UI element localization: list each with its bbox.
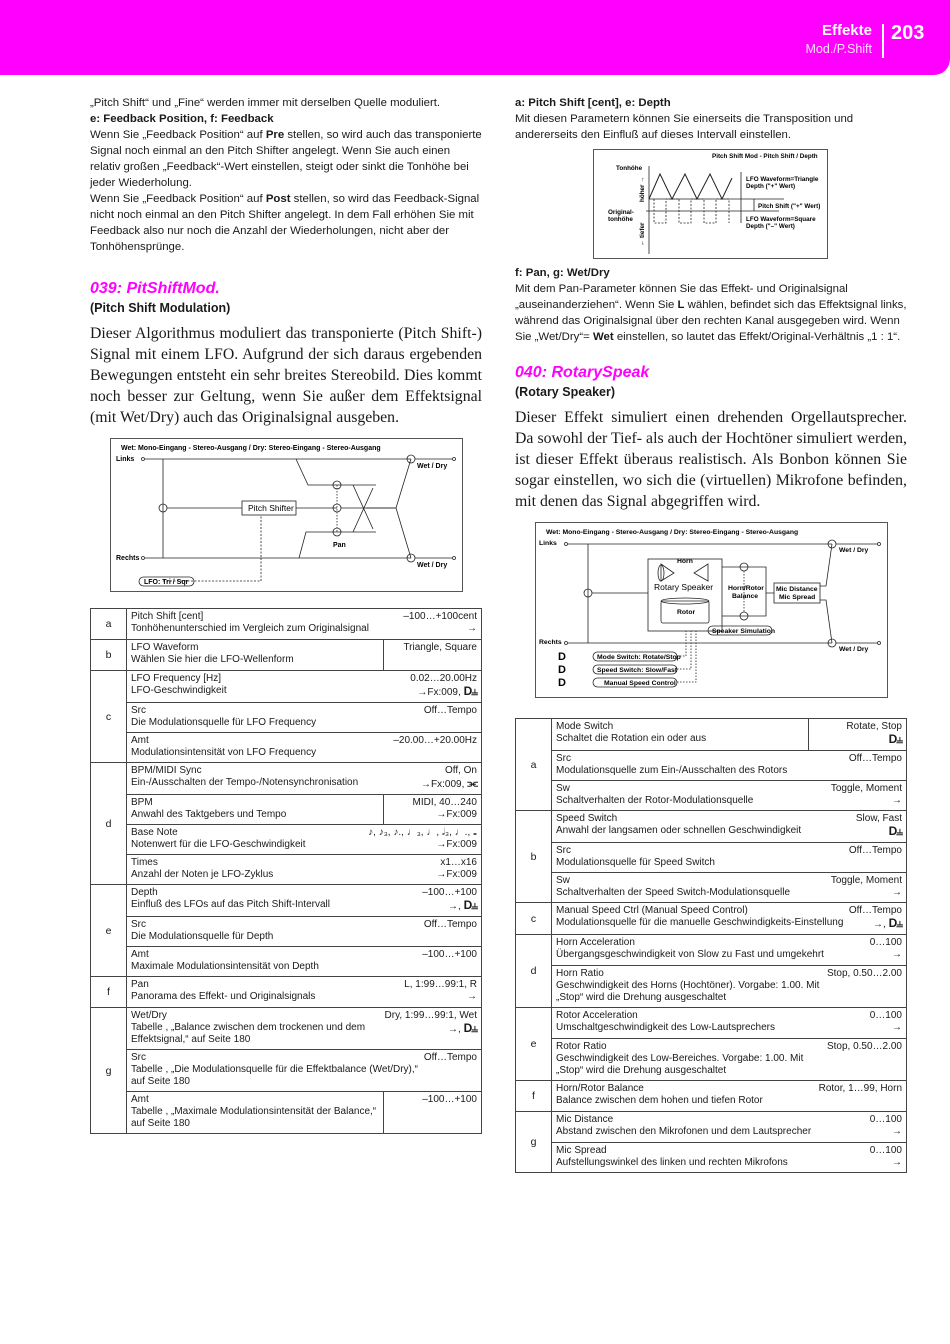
dmod-icon: D⫨ xyxy=(888,732,902,746)
table-row xyxy=(127,794,481,824)
graph-title: Pitch Shift Mod - Pitch Shift / Depth xyxy=(712,153,818,160)
value-extra: → xyxy=(892,887,902,898)
param-desc: Modulationsquelle für die manuelle Geschwindigkeits-Einstellung xyxy=(556,917,844,928)
input-left-label: Links xyxy=(116,456,135,463)
param-value: Triangle, Square xyxy=(403,642,477,653)
parameter-table-039 xyxy=(90,608,482,1134)
param-value: –100…+100 xyxy=(422,887,477,898)
table-row xyxy=(127,1008,481,1049)
group-letter: d xyxy=(91,763,127,885)
param-desc: Übergangsgeschwindigkeit von Slow zu Fast und umgekehrt xyxy=(556,949,824,960)
param-group xyxy=(516,903,907,935)
group-letter: a xyxy=(91,609,127,640)
param-value: 0…100 xyxy=(869,1010,902,1021)
param-value: Toggle, Moment xyxy=(830,783,902,794)
group-letter: f xyxy=(91,977,127,1008)
group-letter: e xyxy=(516,1008,552,1081)
param-value: Off…Tempo xyxy=(848,753,902,764)
param-name: Sw xyxy=(556,875,570,886)
param-value: Slow, Fast xyxy=(855,813,902,824)
lfo-label: LFO: Tri / Sqr xyxy=(144,579,189,586)
param-name: Src xyxy=(131,1052,146,1063)
param-name: Pan xyxy=(131,979,149,990)
triangle-label-1: LFO Waveform=Triangle xyxy=(746,176,819,183)
param-group xyxy=(516,1081,907,1112)
wet-dry-bottom-label: Wet / Dry xyxy=(417,562,448,569)
table-row xyxy=(552,842,906,872)
table-row xyxy=(127,702,481,732)
param-desc: Modulationsintensität von LFO Frequency xyxy=(131,747,317,758)
feedback-heading: e: Feedback Position, f: Feedback xyxy=(90,113,274,125)
param-name: Amt xyxy=(131,1094,149,1105)
group-letter: c xyxy=(516,903,552,935)
pitch-shift-depth-graph xyxy=(593,149,828,259)
wet-dry-top-label: Wet / Dry xyxy=(417,463,448,470)
param-desc: Aufstellungswinkel des linken und rechten Mikrofons xyxy=(556,1157,788,1168)
group-letter: b xyxy=(516,811,552,903)
diagram-caption: Wet: Mono-Eingang - Stereo-Ausgang / Dry: Stereo-Eingang - Stereo-Ausgang xyxy=(121,445,381,452)
mic-spread-label: Mic Spread xyxy=(779,594,816,601)
pan-wetdry-heading: f: Pan, g: Wet/Dry xyxy=(515,267,610,279)
param-name: Src xyxy=(556,845,571,856)
input-left-label: Links xyxy=(539,540,557,547)
param-extra xyxy=(831,795,902,807)
group-letter: g xyxy=(91,1008,127,1134)
param-desc: Wählen Sie hier die LFO-Wellenform xyxy=(131,654,294,665)
table-row xyxy=(552,872,906,902)
group-letter: f xyxy=(516,1081,552,1112)
sync-icon: ⫘ xyxy=(467,776,477,790)
param-group xyxy=(516,1008,907,1081)
param-name: BPM xyxy=(131,797,153,808)
rotary-speaker-block: Rotary Speaker xyxy=(654,582,714,592)
value-extra: → xyxy=(467,623,477,634)
pitch-shift-label: Pitch Shift ("+" Wert) xyxy=(758,203,821,210)
intro-line: „Pitch Shift“ und „Fine“ werden immer mit derselben Quelle moduliert. xyxy=(90,97,441,109)
pitch-shift-mod-diagram xyxy=(110,438,463,592)
feedback-paragraph-post: Wenn Sie „Feedback Position“ auf Post stellen, so wird das Feedback-Signal nicht noch einmal an den Pitch Shifter angelegt. In dem Fall erhöhen Sie mit Feedback also nur noch die Anzahl der Wiederholungen, nicht aber der Tonhöhensprünge. xyxy=(90,193,480,253)
param-extra xyxy=(421,777,477,791)
param-group xyxy=(91,640,482,671)
param-name: Src xyxy=(131,705,146,716)
param-desc: Maximale Modulationsintensität von Depth xyxy=(131,961,319,972)
group-letter: d xyxy=(516,935,552,1008)
value-extra: →, xyxy=(448,1024,464,1035)
table-row xyxy=(552,1038,906,1080)
param-value: 0.02…20.00Hz xyxy=(410,673,477,684)
table-row xyxy=(127,732,481,762)
param-value: Stop, 0.50…2.00 xyxy=(826,1041,902,1052)
param-desc: Die Modulationsquelle für LFO Frequency xyxy=(131,717,317,728)
value-extra: →Fx:009 xyxy=(436,839,477,850)
param-name: BPM/MIDI Sync xyxy=(131,765,202,776)
pan-label: Pan xyxy=(333,542,346,549)
rotor-label: Rotor xyxy=(677,609,696,616)
param-extra xyxy=(870,949,902,961)
value-extra: → xyxy=(892,1126,902,1137)
param-name: Horn/Rotor Balance xyxy=(556,1083,644,1094)
param-desc: Geschwindigkeit des Low-Bereiches. Vorgabe: 1.00. Mit „Stop“ wird die Drehung ausgeschaltet xyxy=(556,1053,804,1076)
param-desc: Notenwert für die LFO-Geschwindigkeit xyxy=(131,839,306,850)
group-letter: g xyxy=(516,1112,552,1173)
param-desc: Umschaltgeschwindigkeit des Low-Lautsprechers xyxy=(556,1022,775,1033)
table-row xyxy=(127,916,481,946)
param-group xyxy=(91,977,482,1008)
horn-label: Horn xyxy=(677,558,693,565)
square-label-2: Depth ("–" Wert) xyxy=(746,223,795,230)
right-column xyxy=(515,95,907,1173)
group-letter: e xyxy=(91,885,127,977)
dmod-icon: D xyxy=(558,664,566,676)
wet-dry-bottom-label: Wet / Dry xyxy=(839,646,869,653)
param-extra xyxy=(870,1126,902,1138)
param-extra xyxy=(831,887,902,899)
table-row xyxy=(552,780,906,810)
param-extra xyxy=(422,899,477,913)
section-subtitle-040: (Rotary Speaker) xyxy=(515,385,616,399)
param-name: Sw xyxy=(556,783,570,794)
param-value: Dry, 1:99…99:1, Wet xyxy=(384,1010,477,1021)
param-name: Amt xyxy=(131,735,149,746)
value-extra: → xyxy=(892,1157,902,1168)
param-extra xyxy=(436,869,477,881)
pitch-depth-body: Mit diesen Parametern können Sie einerseits die Transposition und andererseits den Einfluß auf dieses Intervall einstellen. xyxy=(515,113,854,141)
lower-label: ← tiefer xyxy=(639,222,646,246)
param-value: 0…100 xyxy=(869,1114,902,1125)
param-group xyxy=(516,719,907,811)
dmod-icon: D xyxy=(558,677,566,689)
param-name: Horn Acceleration xyxy=(556,937,635,948)
param-value: 0…100 xyxy=(869,1145,902,1156)
parameter-table-040 xyxy=(515,718,907,1173)
table-row xyxy=(552,811,906,842)
param-name: Mic Distance xyxy=(556,1114,614,1125)
table-row xyxy=(127,977,481,1007)
table-row xyxy=(127,1091,481,1133)
table-row xyxy=(127,671,481,702)
param-desc: Schaltverhalten der Rotor-Modulationsquelle xyxy=(556,795,754,806)
param-desc: Modulationsquelle zum Ein-/Ausschalten des Rotors xyxy=(556,765,788,776)
param-extra xyxy=(368,839,477,851)
param-value: Off…Tempo xyxy=(848,905,902,916)
param-group xyxy=(91,609,482,640)
param-extra xyxy=(404,991,477,1003)
chapter-title: Effekte xyxy=(821,22,872,39)
group-letter: c xyxy=(91,671,127,763)
original-pitch-label-2: tonhöhe xyxy=(608,216,633,223)
param-desc: Einfluß des LFOs auf das Pitch Shift-Intervall xyxy=(131,899,330,910)
manual-speed-label: Manual Speed Control xyxy=(604,680,676,687)
page-number: 203 xyxy=(891,22,925,44)
table-row xyxy=(552,903,906,934)
left-column xyxy=(90,95,482,1134)
param-value: Off…Tempo xyxy=(423,705,477,716)
group-letter: a xyxy=(516,719,552,811)
header-divider xyxy=(882,24,884,58)
param-name: Mode Switch xyxy=(556,721,614,732)
param-extra xyxy=(849,917,902,931)
param-desc: Abstand zwischen den Mikrofonen und dem Lautsprecher xyxy=(556,1126,812,1137)
input-right-label: Rechts xyxy=(116,555,140,562)
value-extra: → xyxy=(467,991,477,1002)
param-desc: Geschwindigkeit des Horns (Hochtöner). Vorgabe: 1.00. Mit „Stop“ wird die Drehung ausgeschaltet xyxy=(556,980,820,1003)
dmod-icon: D⫨ xyxy=(463,1021,477,1035)
table-row xyxy=(552,1112,906,1142)
pitch-depth-heading: a: Pitch Shift [cent], e: Depth xyxy=(515,97,671,109)
param-value: x1…x16 xyxy=(440,857,477,868)
param-extra xyxy=(813,733,902,747)
speaker-simulation-label: Speaker Simulation xyxy=(712,628,776,635)
param-group xyxy=(91,763,482,885)
param-value: –100…+100 xyxy=(422,1094,477,1105)
param-value: Off…Tempo xyxy=(423,1052,477,1063)
table-row xyxy=(552,1142,906,1172)
param-value: MIDI, 40…240 xyxy=(412,797,477,808)
table-row xyxy=(127,640,481,670)
section-title-039: 039: PitShiftMod. xyxy=(90,280,220,297)
table-row xyxy=(127,885,481,916)
table-row xyxy=(552,965,906,1007)
param-name: Times xyxy=(131,857,158,868)
table-row xyxy=(127,763,481,794)
mode-switch-label: Mode Switch: Rotate/Stop xyxy=(597,654,681,661)
dmod-icon: D⫨ xyxy=(463,898,477,912)
value-extra: →Fx:009 xyxy=(436,809,477,820)
param-group xyxy=(91,671,482,763)
param-group xyxy=(91,1008,482,1134)
feedback-paragraph-pre: Wenn Sie „Feedback Position“ auf Pre stellen, so wird auch das transponierte Signal noch einmal an den Pitch Shifter angelegt. Wenn Sie auch einen relativ großen „Feedback“-Wert einstellen, steigt oder sinkt die Tonhöhe bei jeder Wiederholung. xyxy=(90,129,482,189)
balance-label-2: Balance xyxy=(732,593,759,600)
rotary-speaker-diagram xyxy=(535,522,888,698)
param-desc: Modulationsquelle für Speed Switch xyxy=(556,857,715,868)
param-name: Pitch Shift [cent] xyxy=(131,611,204,622)
param-extra xyxy=(385,1022,477,1036)
balance-label-1: Horn/Rotor xyxy=(728,585,764,592)
dmod-icon: D xyxy=(558,651,566,663)
param-name: Amt xyxy=(131,949,149,960)
param-name: Base Note xyxy=(131,827,178,838)
value-extra: →, xyxy=(873,919,889,930)
triangle-label-2: Depth ("+" Wert) xyxy=(746,183,796,190)
param-extra xyxy=(403,623,477,635)
param-value: 0…100 xyxy=(869,937,902,948)
group-letter: b xyxy=(91,640,127,671)
param-name: Manual Speed Ctrl (Manual Speed Control) xyxy=(556,905,748,916)
param-value: –100…+100 xyxy=(422,949,477,960)
table-row xyxy=(127,824,481,854)
table-row xyxy=(552,1008,906,1038)
diagram-caption: Wet: Mono-Eingang - Stereo-Ausgang / Dry: Stereo-Eingang - Stereo-Ausgang xyxy=(546,529,799,536)
table-row xyxy=(127,609,481,639)
section-body-040: Dieser Effekt simuliert einen drehenden Orgellautsprecher. Da sowohl der Tief- als auch der Hochtöner simuliert werden, ist dieser Effekt überaus realistisch. Als Bonbon können Sie sogar einstellen, wo sich die (virtuellen) Mikrofone befinden, mit denen das Signal abgegriffen wird. xyxy=(515,409,907,510)
table-row xyxy=(552,935,906,965)
param-name: Rotor Acceleration xyxy=(556,1010,638,1021)
param-value: Toggle, Moment xyxy=(830,875,902,886)
param-name: Src xyxy=(556,753,571,764)
param-value: Off, On xyxy=(444,765,477,776)
param-desc: Tabelle , „Die Modulationsquelle für die Effektbalance (Wet/Dry),“ auf Seite 180 xyxy=(131,1064,418,1087)
param-name: Src xyxy=(131,919,146,930)
section-title-040: 040: RotarySpeak xyxy=(515,364,650,381)
param-name: LFO Waveform xyxy=(131,642,199,653)
param-extra xyxy=(388,809,477,821)
dmod-icon: D⫨ xyxy=(888,824,902,838)
param-value: Stop, 0.50…2.00 xyxy=(826,968,902,979)
param-desc: LFO-Geschwindigkeit xyxy=(131,685,227,696)
param-desc: Anzahl der Noten je LFO-Zyklus xyxy=(131,869,274,880)
table-row xyxy=(127,854,481,884)
param-value: Rotate, Stop xyxy=(846,721,902,732)
value-extra: →Fx:009, xyxy=(417,687,464,698)
value-extra: → xyxy=(892,795,902,806)
param-desc: Die Modulationsquelle für Depth xyxy=(131,931,274,942)
param-desc: Tonhöhenunterschied im Vergleich zum Originalsignal xyxy=(131,623,369,634)
table-row xyxy=(552,719,906,750)
param-desc: Schaltverhalten der Speed Switch-Modulationsquelle xyxy=(556,887,791,898)
param-name: Horn Ratio xyxy=(556,968,604,979)
param-extra xyxy=(856,825,902,839)
section-body-039: Dieser Algorithmus moduliert das transponierte (Pitch Shift-) Signal mit einem LFO. Aufgrund der sich daraus ergebenden Bewegungen entsteht ein sehr breites Stereobild. Dies kommt noch besser zur Geltung, wenn Sie außer dem Effektsignal (mit Wet/Dry) auch das Originalsignal ausgeben. xyxy=(90,325,482,426)
pan-wetdry-body: Mit dem Pan-Parameter können Sie das Effekt- und Originalsignal „auseinanderziehen“. Wenn Sie L wählen, befindet sich das Effektsignal links, während das Originalsignal über den rechten Kanal ausgegeben wird. Wenn Sie „Wet/Dry“= Wet einstellen, so lautet das Effekt/Original-Verhältnis „1 : 1“. xyxy=(515,283,907,343)
mic-distance-label: Mic Distance xyxy=(776,586,818,593)
param-value: –100…+100cent xyxy=(403,611,477,622)
chapter-subtitle: Mod./P.Shift xyxy=(805,42,872,56)
param-value: ♪, ♪₃, ♪., ♩₃, ♩, 𝅗𝅥₃, ♩., 𝅝 xyxy=(368,827,477,838)
param-name: Depth xyxy=(131,887,158,898)
value-extra: →, xyxy=(448,901,464,912)
table-row xyxy=(127,1049,481,1091)
pitch-shifter-block: Pitch Shifter xyxy=(248,503,294,513)
section-subtitle-039: (Pitch Shift Modulation) xyxy=(90,301,231,315)
param-name: Speed Switch xyxy=(556,813,618,824)
value-extra: → xyxy=(892,1022,902,1033)
table-row xyxy=(552,1081,906,1111)
y-axis-label: Tonhöhe xyxy=(616,165,643,172)
table-row xyxy=(552,750,906,780)
table-row xyxy=(127,946,481,976)
param-name: Rotor Ratio xyxy=(556,1041,607,1052)
param-desc: Tabelle , „Balance zwischen dem trockenen und dem Effektsignal,“ auf Seite 180 xyxy=(131,1022,366,1045)
param-extra xyxy=(410,685,477,699)
higher-label: höher → xyxy=(639,176,646,202)
param-name: Mic Spread xyxy=(556,1145,607,1156)
param-value: Off…Tempo xyxy=(848,845,902,856)
param-desc: Tabelle , „Maximale Modulationsintensität der Balance,“ auf Seite 180 xyxy=(131,1106,377,1129)
param-extra xyxy=(870,1022,902,1034)
param-group xyxy=(516,1112,907,1173)
dmod-icon: D⫨ xyxy=(463,684,477,698)
param-desc: Anwahl der langsamen oder schnellen Geschwindigkeit xyxy=(556,825,802,836)
value-extra: →Fx:009, xyxy=(421,779,468,790)
param-value: L, 1:99…99:1, R xyxy=(404,979,477,990)
param-group xyxy=(516,935,907,1008)
input-right-label: Rechts xyxy=(539,639,562,646)
param-desc: Schaltet die Rotation ein oder aus xyxy=(556,733,707,744)
value-extra: →Fx:009 xyxy=(436,869,477,880)
param-desc: Balance zwischen dem hohen und tiefen Rotor xyxy=(556,1095,763,1106)
wet-dry-top-label: Wet / Dry xyxy=(839,547,869,554)
param-value: Rotor, 1…99, Horn xyxy=(818,1083,902,1094)
param-value: –20.00…+20.00Hz xyxy=(393,735,477,746)
param-desc: Ein-/Ausschalten der Tempo-/Notensynchronisation xyxy=(131,777,359,788)
param-name: LFO Frequency [Hz] xyxy=(131,673,222,684)
param-value: Off…Tempo xyxy=(423,919,477,930)
param-desc: Anwahl des Taktgebers und Tempo xyxy=(131,809,287,820)
dmod-icon: D⫨ xyxy=(888,916,902,930)
param-group xyxy=(516,811,907,903)
param-name: Wet/Dry xyxy=(131,1010,167,1021)
param-desc: Panorama des Effekt- und Originalsignals xyxy=(131,991,316,1002)
speed-switch-label: Speed Switch: Slow/Fast xyxy=(597,667,678,674)
square-label-1: LFO Waveform=Square xyxy=(746,216,816,223)
value-extra: → xyxy=(892,949,902,960)
page-header xyxy=(0,0,950,75)
param-extra xyxy=(870,1157,902,1169)
original-pitch-label-1: Original- xyxy=(608,209,634,216)
param-group xyxy=(91,885,482,977)
